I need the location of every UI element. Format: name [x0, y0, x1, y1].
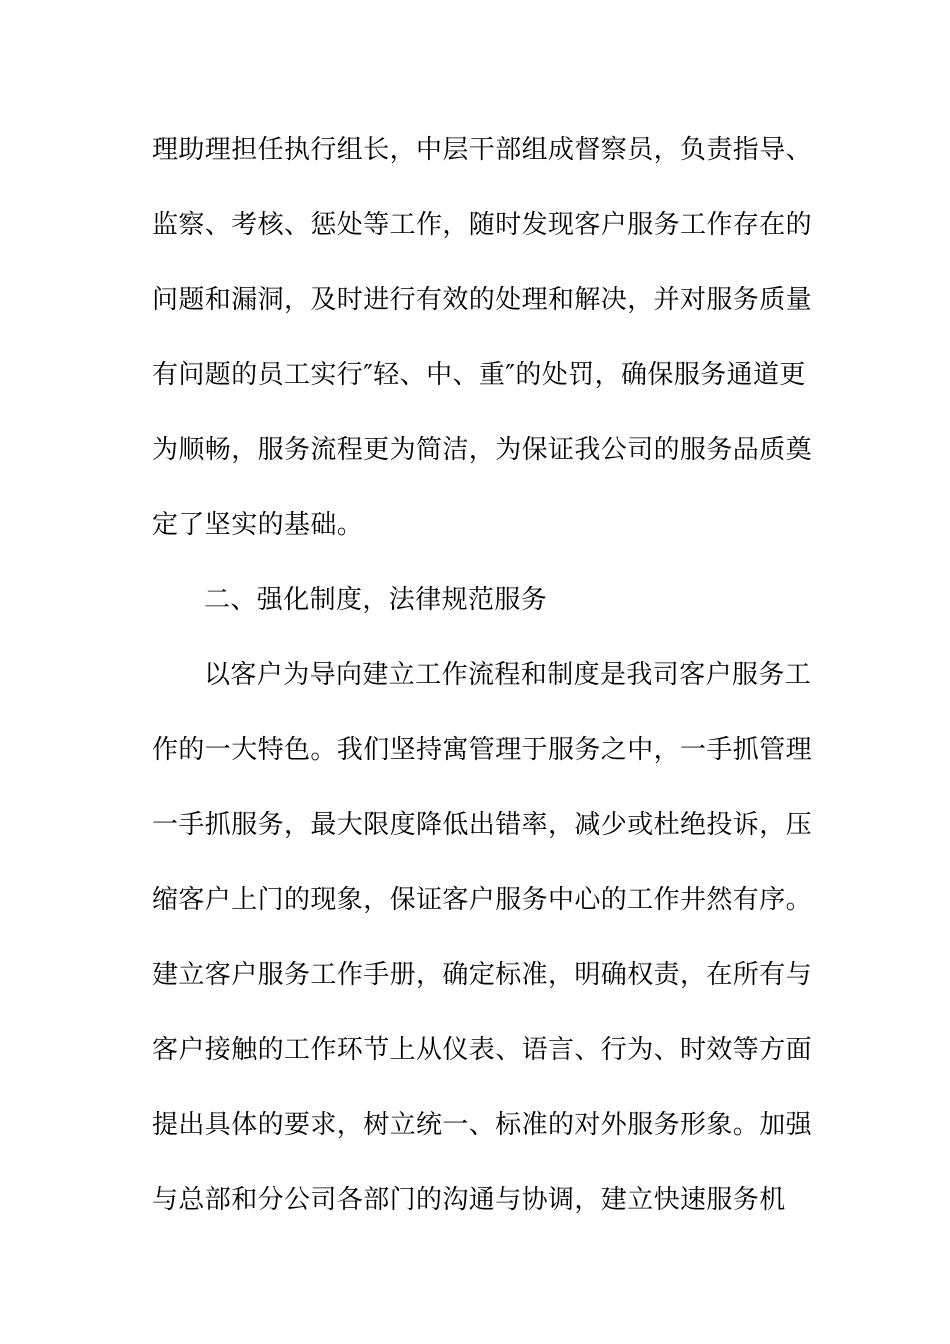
- paragraph-line: 理助理担任执行组长，中层干部组成督察员，负责指导、: [152, 135, 813, 165]
- paragraph-line: 提出具体的要求，树立统一、标准的对外服务形象。加强: [152, 1110, 813, 1140]
- paragraph-line: 定了坚实的基础。: [152, 510, 364, 540]
- paragraph-line: 与总部和分公司各部门的沟通与协调，建立快速服务机: [152, 1185, 786, 1215]
- paragraph-line: 有问题的员工实行″轻、中、重″的处罚，确保服务通道更: [152, 360, 806, 390]
- paragraph-line: 一手抓服务，最大限度降低出错率，减少或杜绝投诉，压: [152, 810, 813, 840]
- paragraph-line: 监察、考核、惩处等工作，随时发现客户服务工作存在的: [152, 210, 813, 240]
- paragraph-line: 问题和漏洞，及时进行有效的处理和解决，并对服务质量: [152, 285, 813, 315]
- paragraph-line: 为顺畅，服务流程更为简洁，为保证我公司的服务品质奠: [152, 435, 813, 465]
- paragraph-line: 缩客户上门的现象，保证客户服务中心的工作井然有序。: [152, 885, 813, 915]
- paragraph-line: 客户接触的工作环节上从仪表、语言、行为、时效等方面: [152, 1035, 813, 1065]
- paragraph-line: 以客户为导向建立工作流程和制度是我司客户服务工: [204, 660, 812, 690]
- section-heading: 二、强化制度，法律规范服务: [204, 585, 548, 615]
- paragraph-line: 建立客户服务工作手册，确定标准，明确权责，在所有与: [152, 960, 813, 990]
- paragraph-line: 作的一大特色。我们坚持寓管理于服务之中，一手抓管理: [152, 735, 813, 765]
